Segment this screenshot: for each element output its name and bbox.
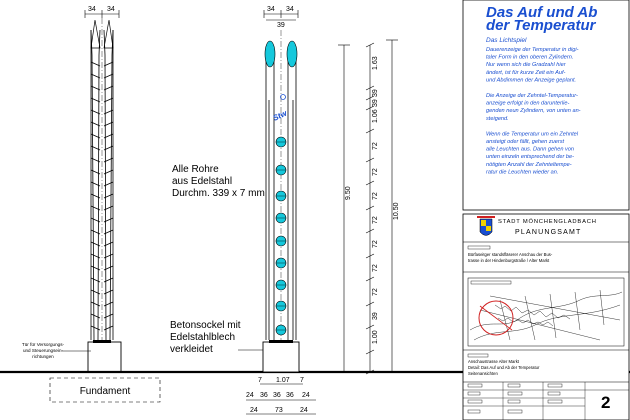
door-label — [22, 342, 91, 359]
dim-bottom-r1-1: 7 — [258, 377, 262, 384]
dim-bottom-r2-5: 24 — [302, 392, 310, 399]
project-line2: trasse in der Hindenburgstraße / Alter Markt — [468, 258, 550, 263]
office-name: PLANUNGSAMT — [515, 229, 582, 236]
dim-chain-label: 1.00 — [372, 330, 379, 344]
dim-bottom-r3-1: 24 — [250, 407, 258, 414]
top-lamp-right — [287, 41, 297, 67]
panel-para3-line2: ansteigt oder fällt, gehen zuerst — [486, 139, 565, 145]
dim-chain-label: 39 — [372, 89, 379, 97]
pipes-label-line2: aus Edelstahl — [172, 176, 233, 187]
dim-bottom-r2-2: 36 — [260, 392, 268, 399]
dim-bottom-r2-3: 36 — [273, 392, 281, 399]
dim-chain-label: 72 — [372, 264, 379, 272]
rung — [104, 290, 113, 294]
detail-line2: Detail: Das Auf und Ab der Temperatur — [468, 365, 540, 370]
panel-para2-line2: anzeige erfolgt in den darunterlie- — [486, 100, 570, 107]
tower-right-elevation — [263, 6, 299, 372]
panel-para1-line5: und Abdimmen der Anzeige geplant. — [486, 77, 577, 84]
site-map — [468, 278, 624, 346]
rung — [91, 326, 100, 330]
detail-line1: Anschaustrasse Alter Markt — [468, 359, 519, 364]
base-label — [170, 320, 264, 355]
dim-chain-label: 72 — [372, 216, 379, 224]
panel-para1-line1: Dauerenzeige der Temperatur in digi- — [486, 47, 579, 53]
dim-chain-label: 72 — [372, 168, 379, 176]
city-name: STADT MÖNCHENGLADBACH — [498, 219, 597, 225]
dim-chain-label: 72 — [372, 192, 379, 200]
dim-top-left-2: 34 — [107, 6, 115, 13]
panel-para3-line5: nötigten Anzahl der Zehnteltempe- — [486, 161, 572, 168]
panel-para3-line1: Wenn die Temperatur um ein Zehntel — [486, 131, 579, 138]
detail-line3: Seitenansichten — [468, 371, 498, 376]
panel-title-line1: Das Auf und Ab — [486, 4, 598, 21]
panel-para2-line3: genden neun Zylindern, von unten an- — [486, 108, 581, 115]
panel-para2-line1: Die Anzeige der Zehntel-Temperatur- — [486, 93, 578, 99]
panel-para3-line6: ratur die Leuchten wieder an. — [486, 169, 559, 176]
dim-bottom-r1-2: 1.07 — [276, 377, 290, 384]
dim-top-left-1: 34 — [88, 6, 96, 13]
panel-para2-line4: steigend. — [486, 115, 509, 122]
base-right — [263, 342, 299, 372]
rung — [91, 302, 100, 306]
panel-para1-line4: ändert, ist für kurze Zeit ein Auf- — [486, 69, 566, 76]
panel-para3-line3: alle Leuchten aus. Dann gehen von — [486, 146, 575, 153]
dim-total-950: 9.50 — [345, 186, 352, 200]
sheet-number: 2 — [601, 393, 611, 412]
base-left — [88, 342, 121, 372]
base-label-line2: Edelstahlblech — [170, 332, 236, 343]
base-right-cap — [269, 340, 293, 343]
dim-top-right-2: 34 — [286, 6, 294, 13]
panel-subtitle: Das Lichtspiel — [486, 37, 527, 44]
dim-total-1050: 10.50 — [393, 202, 400, 220]
foundation-label: Fundament — [79, 386, 131, 397]
stw-logo: Stw — [271, 108, 289, 123]
rung — [104, 326, 113, 330]
rung — [104, 302, 113, 306]
rung — [91, 314, 100, 318]
door-label-line3: richtungen — [32, 354, 54, 359]
rung — [104, 278, 113, 282]
panel-para3-line4: unten einzeln entsprechend der be- — [486, 154, 575, 161]
pipes-label-line1: Alle Rohre — [172, 164, 219, 175]
rung — [104, 314, 113, 318]
dim-top-right-1: 34 — [267, 6, 275, 13]
door-label-line2: und Steuerungsein- — [22, 348, 64, 353]
info-panel — [463, 0, 629, 210]
door-label-line1: Tür für Versorgungs- — [21, 342, 65, 347]
dim-bottom-r3-3: 24 — [300, 407, 308, 414]
rung — [91, 278, 100, 282]
dim-bottom-r1-3: 7 — [300, 377, 304, 384]
dim-chain-label: 72 — [372, 240, 379, 248]
base-label-line1: Betonsockel mit — [170, 320, 241, 331]
dim-chain-label: 1.63 — [372, 56, 379, 70]
dim-chain-label: 1.06 — [372, 109, 379, 123]
panel-para1-line2: taler Form in den oberen Zylindern. — [486, 54, 574, 61]
tower-left-elevation — [85, 6, 121, 372]
logo-mark-icon — [281, 95, 286, 100]
dim-chain-label: 39 — [372, 99, 379, 107]
base-label-line3: verkleidet — [170, 344, 213, 355]
dim-bottom-r3-2: 73 — [275, 407, 283, 414]
pipes-label-line3: Durchm. 339 x 7 mm — [172, 188, 265, 199]
panel-title-line2: der Temperatur — [486, 17, 596, 34]
title-block — [463, 214, 629, 420]
dim-top-right-3: 39 — [277, 22, 285, 29]
dim-chain-label: 72 — [372, 288, 379, 296]
dim-chain-label: 39 — [372, 312, 379, 320]
project-line1: Bürfaseitger standsfläserer Anschau der Bus- — [468, 252, 553, 257]
dim-bottom-r2-1: 24 — [246, 392, 254, 399]
panel-para1-line3: Nur wenn sich die Gradzahl hier — [486, 62, 566, 69]
dim-bottom-r2-4: 36 — [286, 392, 294, 399]
pipes-label — [172, 164, 265, 199]
rung — [91, 290, 100, 294]
base-left-cap — [93, 340, 111, 343]
dim-chain-label: 72 — [372, 142, 379, 150]
top-lamp-left — [265, 41, 275, 67]
dim-chain-segments — [338, 40, 398, 372]
